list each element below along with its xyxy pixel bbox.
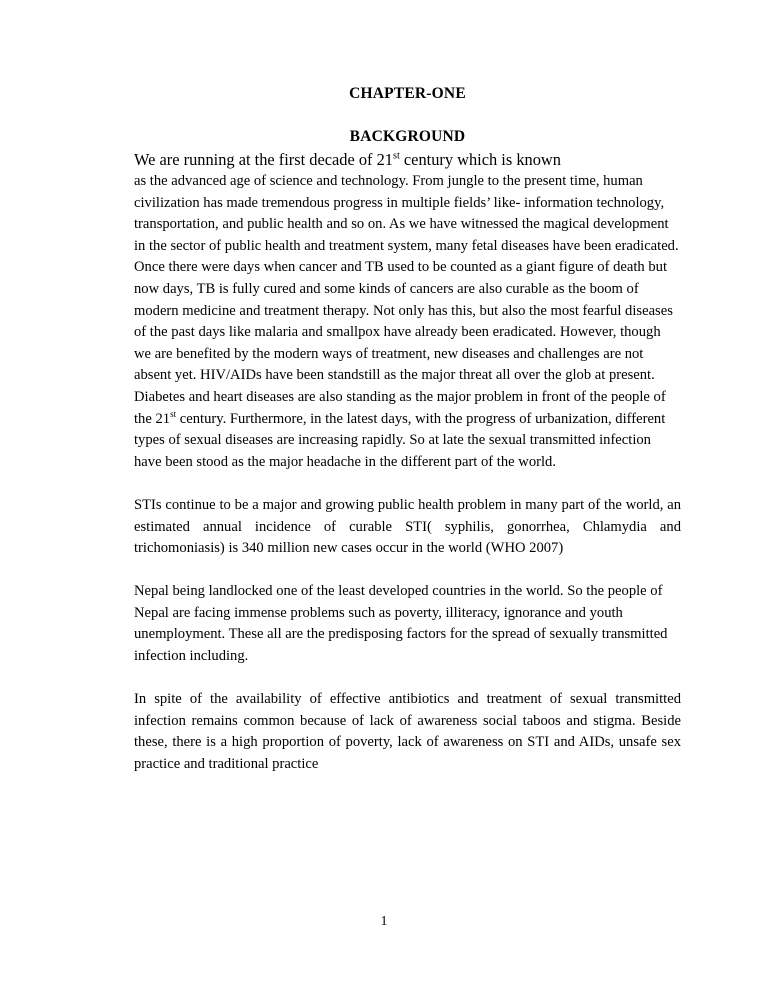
- paragraph-spacer: [134, 560, 681, 582]
- paragraph-background-body-second: century. Furthermore, in the latest days, with the progress of urbanization, different types of sexual diseases are increasing rapidly. So at late the sexual transmitted infection have been stood as the major headache in the different part of the world.: [134, 410, 666, 470]
- paragraph-sti-global: STIs continue to be a major and growing public health problem in many part of the world, an estimated annual incidence of curable STI( syphilis, gonorrhea, Chlamydia and trichomoniasis) is 340 million new cases occur in the world (WHO 2007): [134, 496, 681, 557]
- chapter-heading: CHAPTER-ONE: [349, 85, 466, 102]
- lead-line-text-before-superscript: We are running at the first decade of 21: [134, 150, 394, 169]
- lead-line-text-after-superscript: century which is known: [399, 150, 561, 169]
- ordinal-superscript-st-second: st: [170, 408, 177, 419]
- page-number: 1: [380, 913, 388, 928]
- paragraph-spacer: [134, 668, 681, 690]
- paragraph-nepal-context: Nepal being landlocked one of the least developed countries in the world. So the people of Nepal are facing immense problems such as poverty, illiteracy, ignorance and youth unemployment. These all are the predisposing factors for the spread of sexually transmitted infection including.: [134, 583, 668, 665]
- lead-line: [134, 148, 681, 171]
- ordinal-superscript-st: st: [393, 150, 400, 162]
- paragraph-background: [134, 148, 681, 473]
- section-heading-background: BACKGROUND: [349, 127, 466, 145]
- paragraph-background-body-first: as the advanced age of science and technology. From jungle to the present time, human civilization has made tremendous progress in multiple fields’ like- information technology, transportation, and public health and so on. As we have witnessed the magical development in the sector of public health and treatment system, many fetal diseases have been eradicated. Once there were days when cancer and TB used to be counted as a giant figure of death but now days, TB is fully cured and some kinds of cancers are also curable as the boom of modern medicine and treatment therapy. Not only has this, but also the most fearful diseases of the past days like malaria and smallpox have already been eradicated. However, though we are benefited by the modern ways of treatment, new diseases and challenges are not absent yet. HIV/AIDs have been standstill as the major threat all over the glob at present. Diabetes and heart diseases are also standing as the major problem in front of the people of the 21: [134, 173, 679, 427]
- page-content: [134, 86, 681, 776]
- paragraph-antibiotics-awareness: In spite of the availability of effective antibiotics and treatment of sexual transmitted infection remains common because of lack of awareness social taboos and stigma. Beside these, there is a high proportion of poverty, lack of awareness on STI and AIDs, unsafe sex practice and traditional practice: [134, 691, 681, 773]
- paragraph-spacer: [134, 473, 681, 495]
